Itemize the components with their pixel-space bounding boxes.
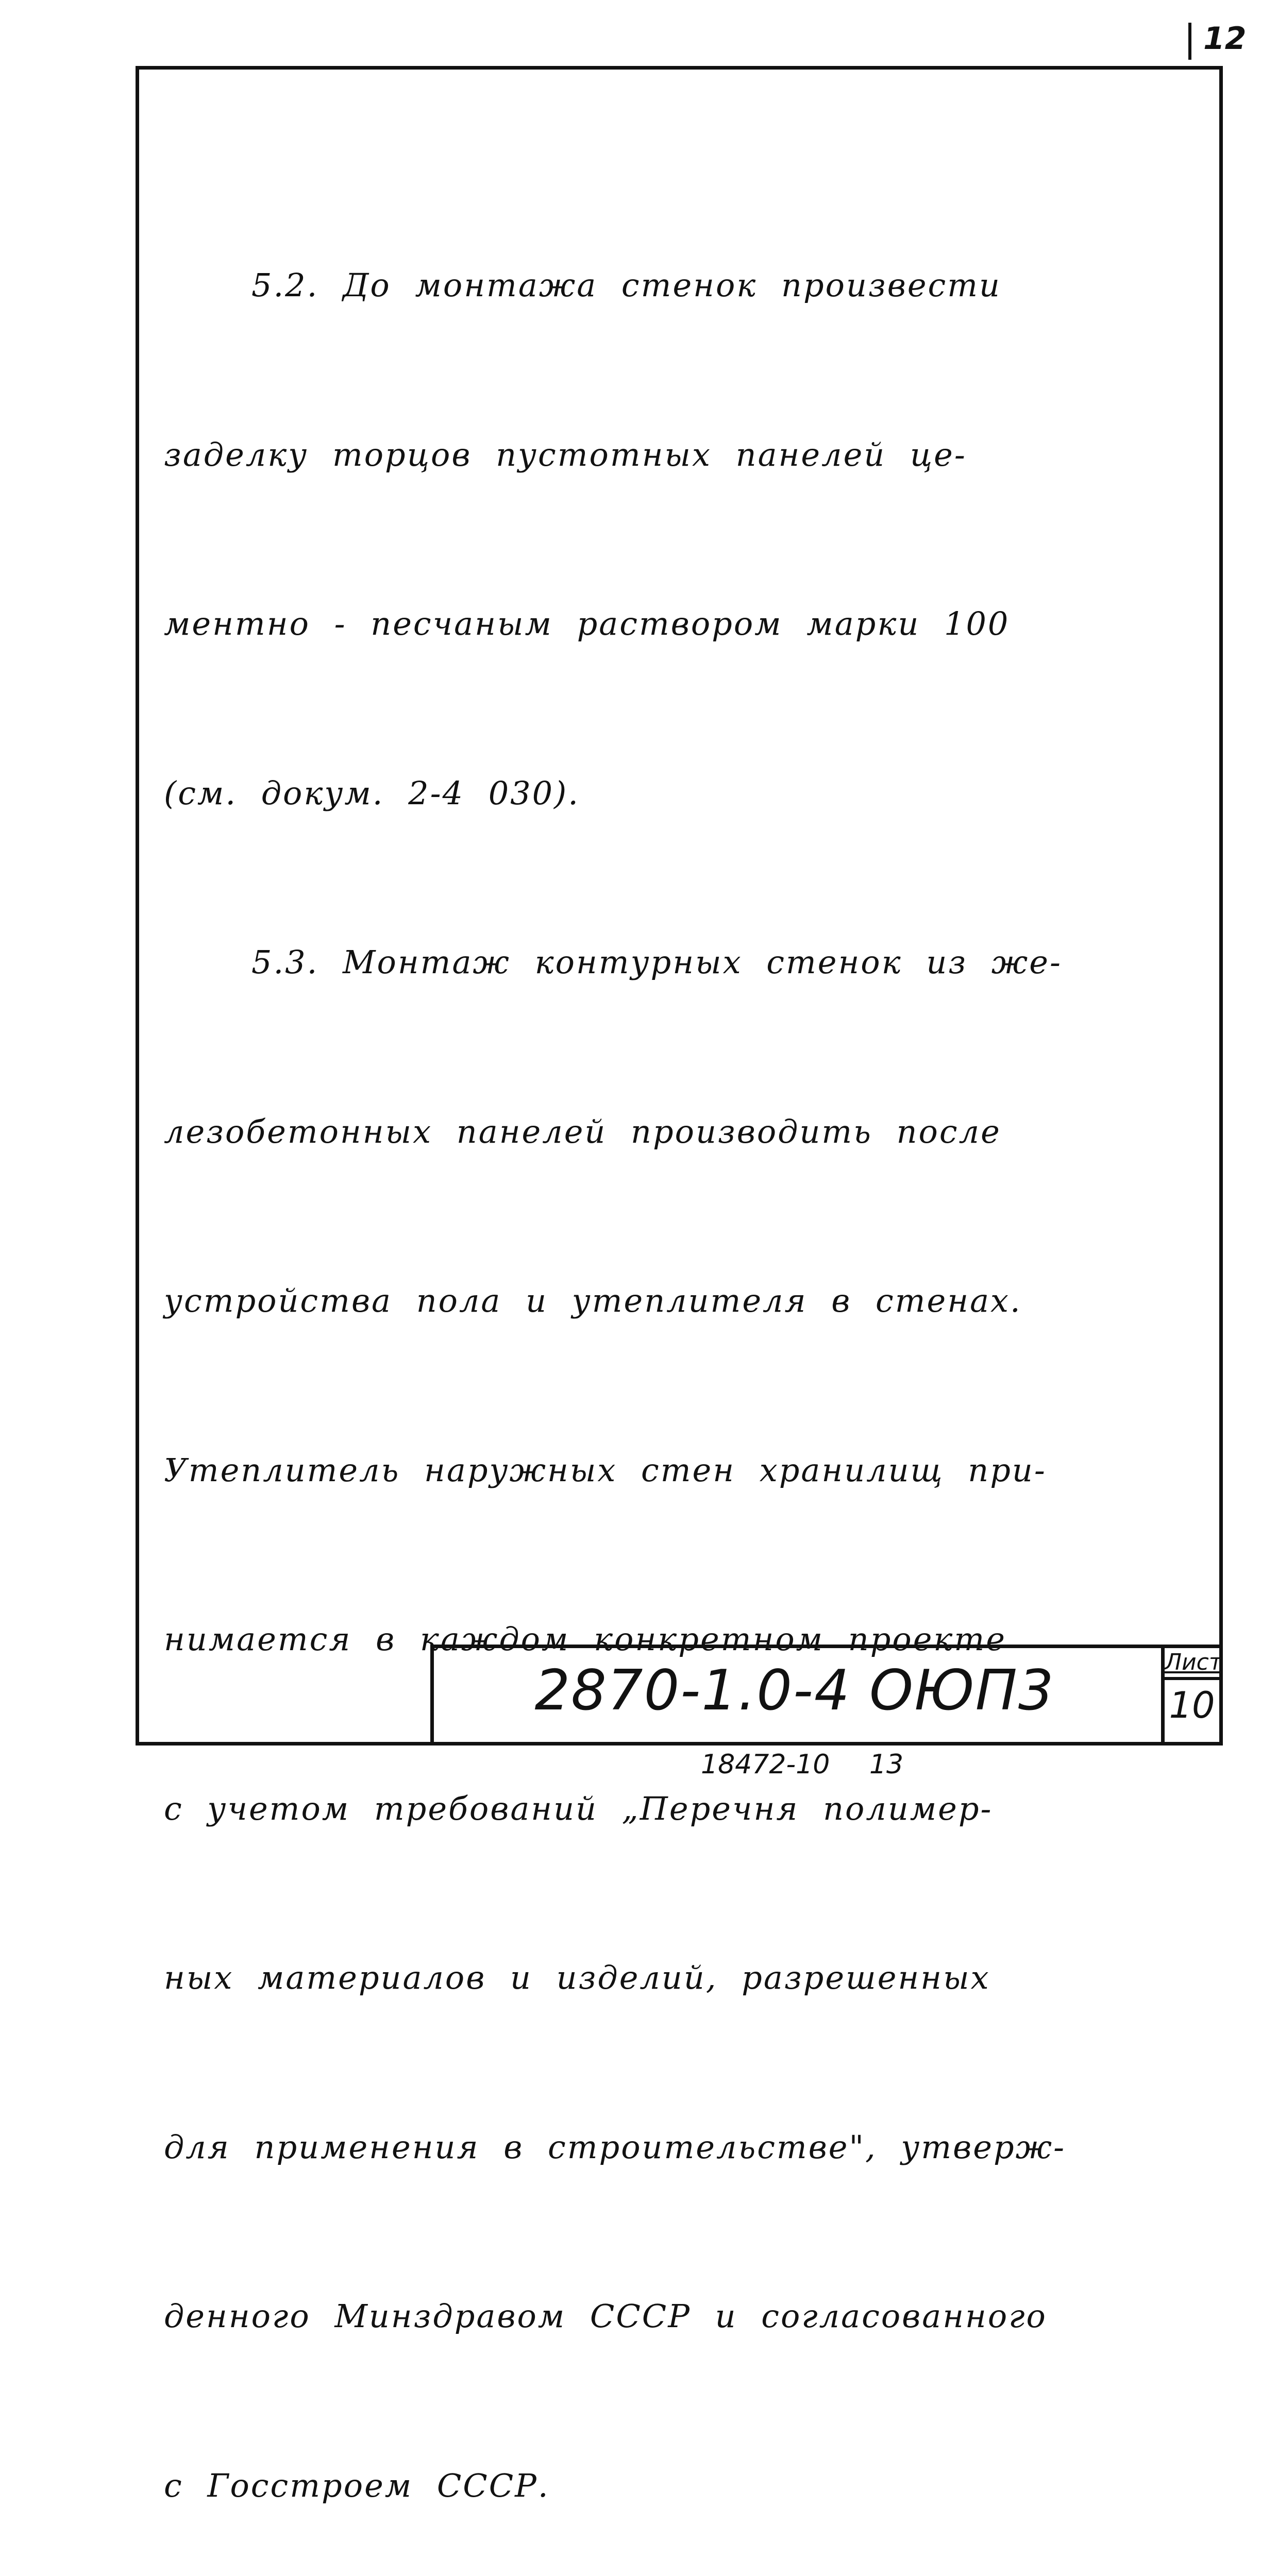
text-line: для применения в строительстве", утверж- [164,2128,1066,2166]
text-line: денного Минздравом СССР и согласованного [164,2297,1047,2335]
sheet-label: Лист [1165,1648,1219,1680]
document-code: 2870-1.0-4 ОЮП3 [534,1658,1055,1723]
text-line: с Госстроем СССР. [164,2466,550,2504]
sheet-number: 10 [1169,1684,1215,1726]
footer-note: 18472-10 13 [701,1749,904,1780]
page-number: 12 [1203,21,1247,57]
sheet-cell [1161,1645,1223,1745]
text-line: с учетом требований „Перечня полимер- [164,1789,993,1827]
document-body [164,144,1174,2576]
title-block [430,1645,1223,1745]
text-line: нимается в каждом конкретном проекте [164,1620,1006,1658]
text-line: (см. докум. 2-4 030). [164,774,580,812]
text-line: устройства пола и утеплителя в стенах. [164,1282,1022,1319]
page-number-tick [1188,23,1191,60]
text-line: ных материалов и изделий, разрешенных [164,1959,990,1996]
text-line: 5.2. До монтажа стенок произвести [251,266,1001,304]
text-line: Утеплитель наружных стен хранилищ при- [164,1451,1047,1489]
text-line: заделку торцов пустотных панелей це- [164,435,967,473]
text-line: лезобетонных панелей производить после [164,1112,1001,1150]
text-line: ментно - песчаным раствором марки 100 [164,605,1010,642]
text-line: 5.3. Монтаж контурных стенок из же- [251,943,1062,981]
